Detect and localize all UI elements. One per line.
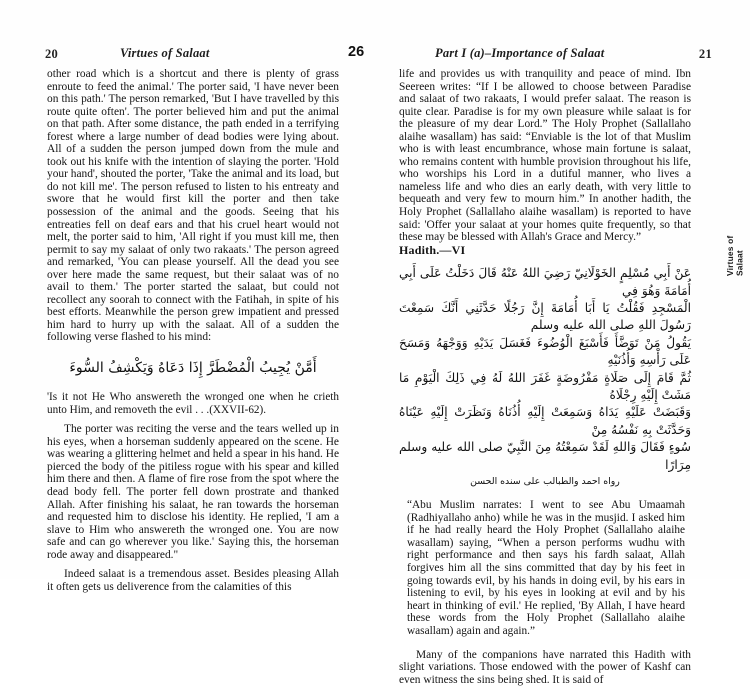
paragraph-many-companions: Many of the companions have narrated this Hadith with slight variations. Those endowed with the power of Kashf can even witness the sins being shed. It is said of bbox=[399, 648, 691, 686]
hadith-arabic-line: يَقُولُ مَنْ تَوَضَّأَ فَأَسْبَغَ الْوُضُوءَ فَغَسَلَ يَدَيْهِ وَوَجْهَهُ وَمَسَحَ عَلَى رَأْسِهِ وَأُذُنَيْهِ bbox=[399, 335, 691, 368]
side-tab-line-2: Salaat bbox=[734, 250, 745, 276]
hadith-heading: Hadith.—VI bbox=[399, 242, 466, 257]
verse-reference: (XXVII-62). bbox=[209, 403, 267, 416]
verse-translation-text: 'Is it not He Who answereth the wronged one when he crieth unto Him, and removeth the evil . . . bbox=[47, 391, 339, 416]
quran-verse-arabic: أَمَّنْ يُجِيبُ الْمُضْطَرَّ إِذَا دَعَاهُ وَيَكْشِفُ السُّوءَ bbox=[69, 360, 317, 377]
paragraph-gap bbox=[47, 561, 339, 568]
hadith-arabic-line: وَقَبَضَتْ عَلَيْهِ يَدَاهُ وَسَمِعَتْ إِلَيْهِ أُذُنَاهُ وَنَظَرَتْ إِلَيْهِ عَيْنَاهُ وَحَدَّثَتْ بِهِ نَفْسُهُ مِنْ bbox=[399, 405, 691, 437]
paragraph-continued-left: other road which is a shortcut and there is plenty of grass enroute to feed the animal.' The porter said, 'I have never been on this path.' The person remarked, 'But I have travelled by this route quite often'. The porter believed him and put the animal on that path. After some distance, the path ended in a terrifying forest where a large number of dead bodies were lying about. All of a sudden the person jumped down from the mule and took out his knife with the intention of slaying the porter. 'Hold your hand', shouted the porter, 'Take the animal and its load, but do not kill me'. The person refused to listen to his entreaty and swore that he would first kill the porter and then take possession of the animal and the goods. Seeing that his entreaties fell on deaf ears and that his cruel heart would not melt, the porter said to him, 'All right if you must kill me, then permit to say my salaat of only two rakaats.' The person agreed and remarked, 'You can please yourself. All the dead you see over here made the same request, but their salaat was of no avail to them.' The porter started the salaat, but could not recollect any soorah to connect with the Fatihah, in spite of his best efforts. Meanwhile the person grew impatient and pressed him hard to hurry up with the salaat. All of a sudden the following verse flashed to his mind: bbox=[47, 68, 339, 344]
hadith-arabic-line: سُوءٍ فَقَالَ وَاللهِ لَقَدْ سَمِعْتُهُ مِنَ النَّبِيّ صلى الله عليه وسلم مِرَارًا bbox=[399, 440, 691, 472]
hadith-translation-block bbox=[399, 499, 691, 638]
hadith-arabic-source-reference: رواه احمد والطبالب على سنده الحسن bbox=[470, 476, 620, 488]
right-text-column bbox=[399, 68, 691, 686]
paragraph-gap bbox=[47, 416, 339, 423]
hadith-arabic-line: عَنْ أَبِي مُسْلِمٍ الخَوْلَانِيّ رَضِيَ اللهُ عَنْهُ قَالَ دَخَلْتُ عَلَى أَبِي أُمَامَةَ وَهُوَ فِي bbox=[399, 266, 691, 298]
paragraph-indeed-salaat: Indeed salaat is a tremendous asset. Besides pleasing Allah it often gets us deliverence from the calamities of this bbox=[47, 568, 339, 593]
running-head-row bbox=[0, 44, 750, 64]
left-text-column bbox=[47, 68, 339, 593]
hadith-arabic-text bbox=[399, 265, 691, 489]
quran-verse-translation bbox=[47, 391, 339, 416]
hadith-arabic-line: ثُمَّ قَامَ إِلَى صَلَاةٍ مَفْرُوضَةٍ غَفَرَ اللهُ لَهُ فِي ذَلِكَ الْيَوْمِ مَا مَشَتْ إِلَيْهِ رِجْلَاهُ bbox=[399, 370, 691, 403]
hadith-translation-text: “Abu Muslim narrates: I went to see Abu Umaamah (Radhiyallaho anho) while he was in the musjid. I asked him if he had really heard the Holy Prophet (Sallallaho alaihe wasallam) saying, “When a person performs wudhu with right performance and then says his fardh salaat, Allah forgives him all the sins committed that day by his feet in going towards evil, by his hands in doing evil, by his ears in listening to evil, by his eyes in looking at evil and by his heart in thinking of evil.' He replied, 'By Allah, I have heard these words from the Holy Prophet (Sallallaho alaihe wasallam) again and again.” bbox=[407, 499, 685, 638]
paragraph-gap bbox=[399, 638, 691, 649]
scan-stamp-number: 26 bbox=[348, 44, 365, 60]
paragraph-continued-right: life and provides us with tranquility and peace of mind. Ibn Seereen writes: “If I be allowed to choose between Paradise and salaat of two rakaats, I would prefer salaat. The reason is quite clear. Paradise is for my own pleasure while salaat is for the pleasure of my dear Lord.” The Holy Prophet (Sallallaho alaihe wasallam) has said: “Enviable is the lot of that Muslim who is with least encumbrance, whose main fortune is salaat, who remains content with humble provision throughout his life, who worships his Lord in a dutiful manner, who lives a nameless life and who dies an early death, with very little to bequeath and very few to mourn him.” In another hadith, the Holy Prophet (Sallallaho alaihe wasallam) is reported to have said: 'Offer your salaat at your homes quite frequently, so that these may be blessed with Allah's Grace and Mercy.” bbox=[399, 68, 691, 244]
side-margin-tab bbox=[726, 176, 748, 276]
running-title-left: Virtues of Salaat bbox=[120, 46, 210, 60]
running-title-right: Part I (a)–Importance of Salaat bbox=[435, 46, 605, 60]
paragraph-porter-rescue: The porter was reciting the verse and the tears welled up in his eyes, when a horseman suddenly appeared on the scene. He was wearing a glittering helmet and held a spear in his hand. He pierced the body of the pitiless rogue with his spear and killed him there and then. A flame of fire rose from the spot where the dead body fell. The porter fell down prostrate and thanked Allah. After finishing his salaat, he ran towards the horseman and requested him to disclose his identity. He replied, 'I am a slave to Him who answereth the wronged one. You are now safe and can go wherever you like.' Saying this, the horseman rode away and disappeared." bbox=[47, 423, 339, 561]
page-number-left: 20 bbox=[45, 47, 59, 61]
side-tab-line-1: Virtues of bbox=[725, 235, 735, 276]
hadith-arabic-line: الْمَسْجِدِ فَقُلْتُ يَا أَبَا أُمَامَةَ إِنَّ رَجُلًا حَدَّثَنِي أَنَّكَ سَمِعْتَ رَسُولَ اللهِ صلى الله عليه وسلم bbox=[399, 301, 691, 333]
page-number-right: 21 bbox=[698, 47, 712, 61]
